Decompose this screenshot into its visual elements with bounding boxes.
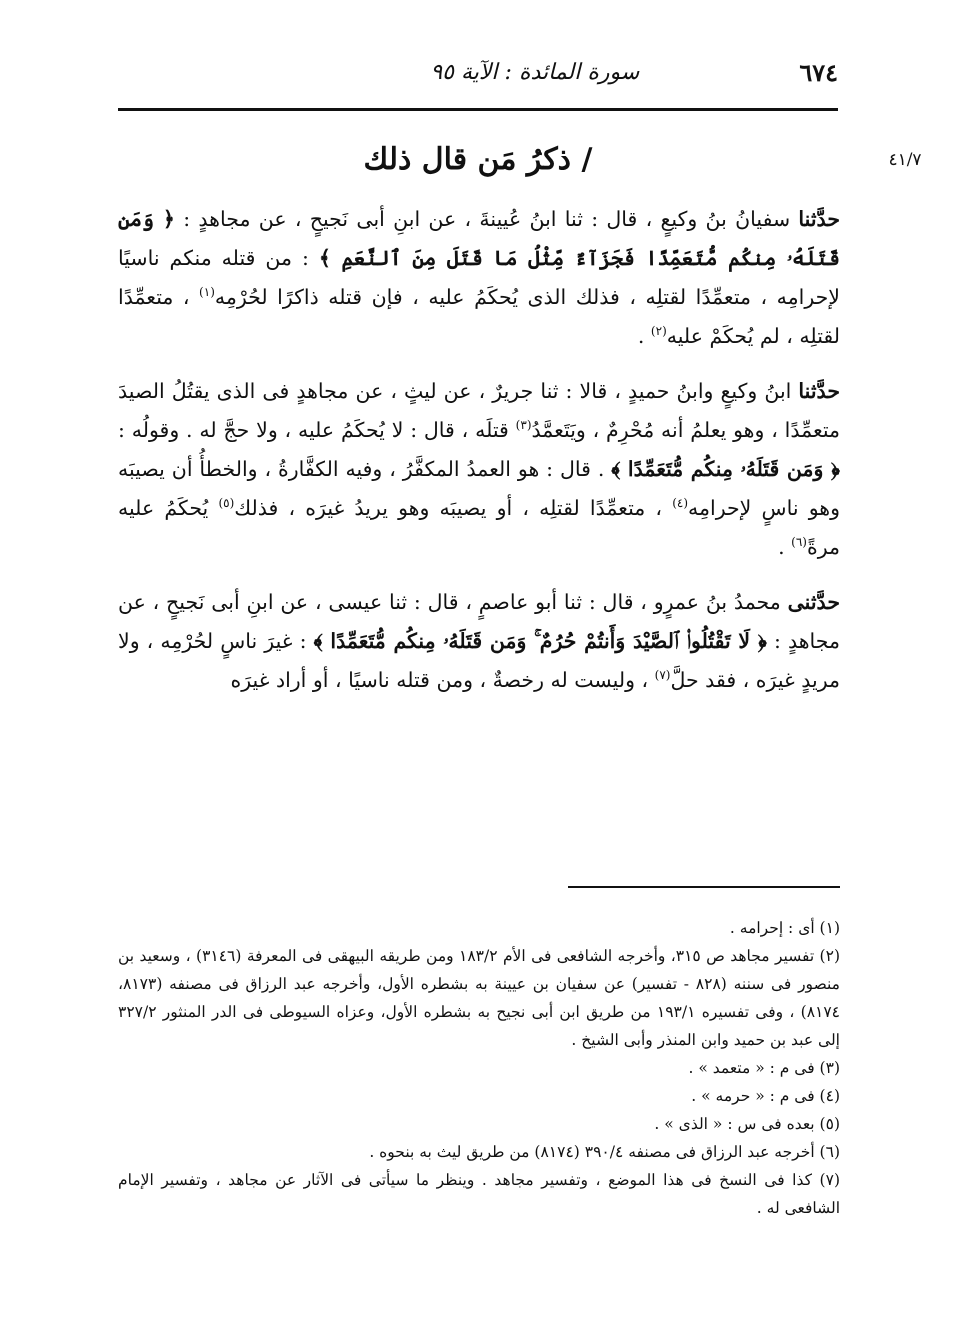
- paragraph-2: [118, 372, 840, 567]
- footnote-marker[interactable]: (٣): [515, 418, 532, 433]
- paragraph-1: [118, 200, 840, 356]
- paragraph-text: ، متعمِّدًا لقتلِه ، لم يُحكَمْ عليه: [118, 285, 840, 348]
- paragraph-text: ، متعمِّدًا لقتلِه ، أو يصيبَه وهو يريدُ غيرَه ، فذلك: [234, 496, 673, 520]
- page-number: ٦٧٤: [799, 57, 838, 87]
- paragraph-text: : غيرَ ناسٍ لحُرْمِه ، ولا مريدٍ غيرَه ، فقد حلَّ: [118, 629, 840, 692]
- paragraph-text: محمدُ بنُ عمرٍو ، قال : ثنا أبو عاصمٍ ، قال : ثنا عيسى ، عن ابنِ أبى نَجيحٍ ، عن مجاهدٍ :: [118, 590, 840, 653]
- quran-verse: ﴿ وَمَن قَتَلَهُۥ مِنكُم مُّتَعَمِّدًا ﴾: [611, 457, 840, 481]
- footnote: (٧) كذا فى النسخ فى هذا الموضع ، وتفسير مجاهد . وينظر ما سيأتى فى الآثار عن مجاهد ، وتفسير الإمام الشافعى له .: [118, 1171, 840, 1217]
- footnote-marker[interactable]: (٢): [650, 324, 667, 339]
- footnote: (٥) بعده فى س : « الذى » .: [654, 1115, 840, 1133]
- footnote-marker[interactable]: (٧): [654, 668, 671, 683]
- paragraph-text: يُحكَمُ عليه مرةً: [118, 496, 840, 559]
- main-text: [118, 200, 840, 716]
- footnote: (٦) أخرجه عبد الرزاق فى مصنفه ٣٩٠/٤ (٨١٧٤) من طريق ليث به بنحوه .: [369, 1143, 840, 1161]
- paragraph-text: .: [778, 535, 792, 559]
- quran-verse: ﴿ وَمَن قَتَلَهُۥ مِنكُم مُّتَعَمِّدًا فَجَزَآءٌ مِّثْلُ مَا قَتَلَ مِنَ ٱلنَّعَمِ ﴾: [118, 207, 840, 270]
- footnote-marker[interactable]: (٦): [791, 535, 807, 550]
- footnote: (٢) تفسير مجاهد ص ٣١٥، وأخرجه الشافعى فى الأم ١٨٣/٢ ومن طريقه البيهقى فى المعرفة (٣١٤٦) ، وسعيد بن منصور فى سننه (٨٢٨ - تفسير) عن سفيان بن عيينة به بشطره الأول، وأخرجه عبد الرزاق فى مصنفه (٨١٧٣، ٨١٧٤) ، وفى تفسيره ١٩٣/١ من طريق ابن أبى نجيح به بشطره الأول، وعزاه السيوطى فى الدر المنثور ٣٢٧/٢ إلى عبد بن حميد وابن المنذر وأبى الشيخ .: [118, 947, 841, 1049]
- footnotes: [118, 914, 840, 1222]
- chapter-heading: / ذكرُ مَن قال ذلك: [363, 142, 593, 177]
- footnote: (١) أى : إحرامه .: [729, 919, 840, 937]
- page-header: [118, 52, 838, 92]
- paragraph-3: [118, 583, 840, 700]
- paragraph-text: ، وليست له رخصةٌ ، ومن قتله ناسيًا ، أو أراد غيرَه: [230, 668, 655, 692]
- footnote-marker[interactable]: (٤): [672, 496, 689, 511]
- paragraph-text: قتلَه ، قال : لا يُحكَمُ عليه ، ولا حجَّ له . وقولُه :: [118, 418, 516, 442]
- footnote-marker[interactable]: (٥): [218, 496, 235, 511]
- narration-lead: حدَّثنا: [798, 207, 840, 231]
- paragraph-text: . قال : هو العمدُ المكفَّرُ ، وفيه الكفَّارةُ ، والخطأُ أن يصيبَه وهو ناسٍ لإحرامِه: [118, 457, 840, 520]
- quran-verse: ﴿ لَا تَقْتُلُوا۟ ٱلصَّيْدَ وَأَنتُمْ حُرُمٌ ۚ وَمَن قَتَلَهُۥ مِنكُم مُّتَعَمِّدًا ﴾: [313, 629, 767, 653]
- footnote-rule: [568, 886, 840, 888]
- marginal-reference: ٤١/٧: [888, 150, 922, 170]
- header-rule: [118, 108, 838, 111]
- paragraph-text: : من قتله منكم ناسيًا لإحرامِه ، متعمِّدًا لقتلِه ، فذلك الذى يُحكَمُ عليه ، فإن قتله ذاكرًا لحُرْمِه: [118, 246, 841, 309]
- paragraph-text: ابنُ وكيعٍ وابنُ حميدٍ ، قالا : ثنا جريرٌ ، عن ليثٍ ، عن مجاهدٍ فى الذى يقتُلُ الصيدَ متعمِّدًا ، وهو يعلمُ أنه مُحْرِمٌ ، ويَتَعمَّدُ: [118, 379, 840, 442]
- footnote-marker[interactable]: (١): [199, 285, 215, 300]
- running-title: سورة المائدة : الآية ٩٥: [430, 59, 640, 85]
- paragraph-text: .: [637, 324, 651, 348]
- narration-lead: حدَّثنا: [798, 379, 840, 403]
- footnote: (٣) فى م : « متعمد » .: [688, 1059, 840, 1077]
- narration-lead: حدَّثنى: [787, 590, 840, 614]
- footnote: (٤) فى م : « حرمه » .: [691, 1087, 840, 1105]
- paragraph-text: سفيانُ بنُ وكيعٍ ، قال : ثنا ابنُ عُيينةَ ، عن ابنِ أبى نَجيحٍ ، عن مجاهدٍ :: [174, 207, 799, 231]
